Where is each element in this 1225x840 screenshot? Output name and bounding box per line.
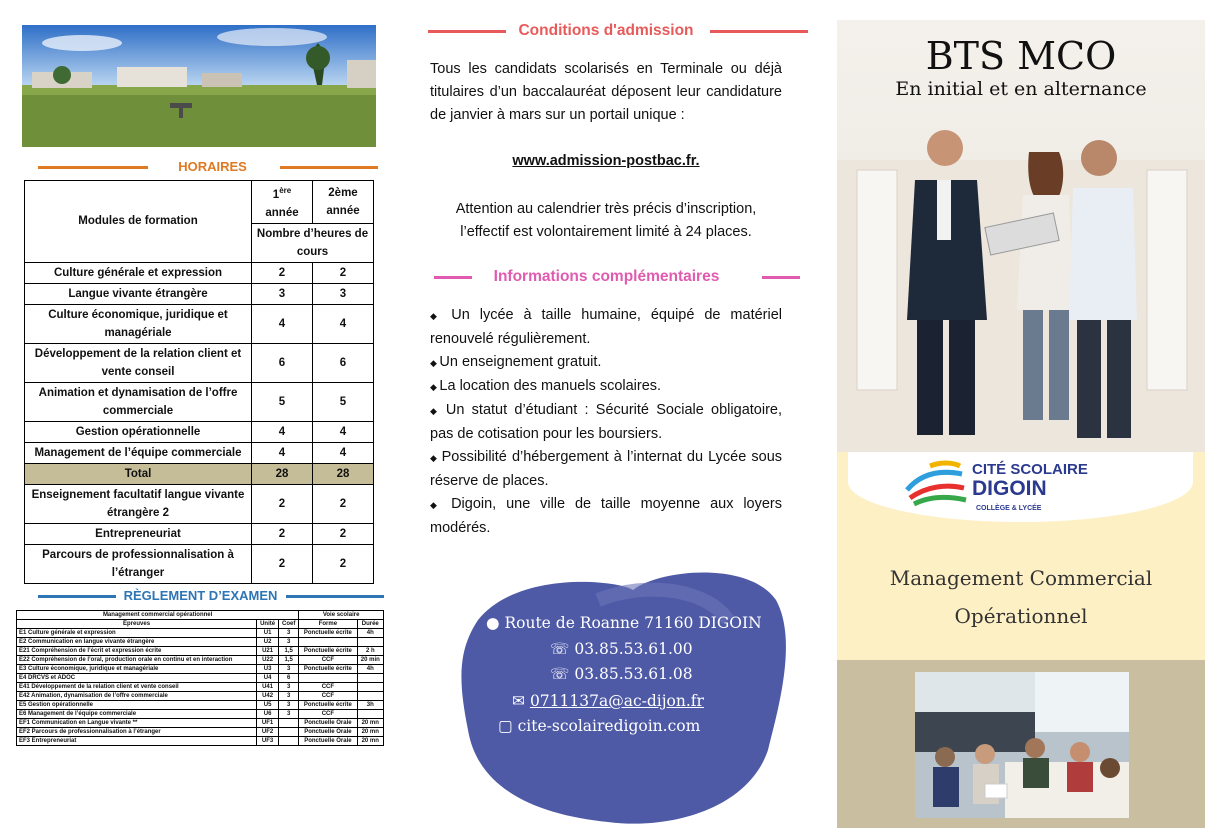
logo-line-1: CITÉ SCOLAIRE	[972, 461, 1088, 478]
hours-cell-year1: 28	[252, 463, 313, 484]
cover-subtitle: En initial et en alternance	[895, 78, 1147, 100]
exam-cell-epreuve: E3 Culture économique, juridique et managériale	[17, 665, 257, 674]
exam-cell-forme: Ponctuelle écrite	[299, 701, 357, 710]
exam-cell-forme: Ponctuelle Orale	[299, 728, 357, 737]
contact-website-row	[498, 717, 700, 735]
exam-title-rule-left	[38, 595, 116, 598]
exam-cell-epreuve: E21 Compréhension de l’écrit et expression écrite	[17, 647, 257, 656]
hours-cell-module: Parcours de professionnalisation à l’étranger	[25, 544, 252, 583]
hours-cell-module: Enseignement facultatif langue vivante étrangère 2	[25, 484, 252, 523]
exam-cell-forme	[299, 638, 357, 647]
exam-cell-coef: 6	[279, 674, 299, 683]
exam-cell-forme: Ponctuelle Orale	[299, 737, 357, 746]
exam-cell-duree	[357, 692, 383, 701]
hours-cell-year1: 2	[252, 262, 313, 283]
exam-row	[17, 629, 384, 638]
contact-address: Route de Roanne 71160 DIGOIN	[504, 614, 762, 632]
exam-row	[17, 674, 384, 683]
hours-cell-module: Culture économique, juridique et managériale	[25, 304, 252, 343]
hours-cell-year2: 6	[313, 343, 374, 382]
exam-header-cell: Forme	[299, 620, 357, 629]
exam-row	[17, 710, 384, 719]
exam-row	[17, 665, 384, 674]
exam-cell-unite: U21	[257, 647, 279, 656]
hours-cell-year2: 5	[313, 382, 374, 421]
diamond-bullet-icon: ◆	[430, 453, 442, 463]
school-logo-icon	[902, 460, 972, 508]
admission-text: Tous les candidats scolarisés en Terminale ou déjà titulaires d’un baccalauréat déposent leur candidature de janvier à mars sur un portail unique :	[430, 61, 782, 123]
exam-header-row	[17, 620, 384, 629]
exam-cell-unite: U1	[257, 629, 279, 638]
exam-cell-unite: U5	[257, 701, 279, 710]
exam-cell-unite: U22	[257, 656, 279, 665]
exam-cell-coef	[279, 737, 299, 746]
hours-row	[25, 484, 374, 523]
exam-row	[17, 719, 384, 728]
admission-title-rule-right	[710, 30, 808, 33]
info-item	[430, 304, 782, 351]
info-item	[430, 493, 782, 540]
exam-cell-forme: CCF	[299, 710, 357, 719]
exam-cell-forme: Ponctuelle écrite	[299, 629, 357, 638]
exam-header-cell: Épreuves	[17, 620, 257, 629]
exam-cell-coef: 3	[279, 629, 299, 638]
contact-address-row	[486, 614, 762, 632]
hours-title-rule-right	[280, 166, 378, 169]
info-list	[430, 304, 782, 540]
hours-cell-year1: 4	[252, 421, 313, 442]
hours-row	[25, 283, 374, 304]
admission-title-rule-left	[428, 30, 506, 33]
exam-cell-coef: 3	[279, 701, 299, 710]
hours-cell-year1: 4	[252, 304, 313, 343]
hours-cell-year2: 4	[313, 304, 374, 343]
exam-cell-coef: 1,5	[279, 647, 299, 656]
exam-cell-unite: UF3	[257, 737, 279, 746]
program-line-2: Opérationnel	[954, 604, 1088, 628]
hours-cell-year1: 2	[252, 484, 313, 523]
hours-cell-year2: 2	[313, 262, 374, 283]
hours-cell-year2: 4	[313, 421, 374, 442]
hours-header-module: Modules de formation	[25, 181, 252, 263]
exam-header-cell: Coef	[279, 620, 299, 629]
hours-row	[25, 463, 374, 484]
exam-cell-duree	[357, 710, 383, 719]
contact-phone1[interactable]: 03.85.53.61.00	[574, 640, 693, 658]
computer-icon: ▢	[498, 717, 513, 735]
exam-title: RÈGLEMENT D’EXAMEN	[123, 588, 278, 603]
exam-cell-coef	[279, 719, 299, 728]
hours-body	[25, 262, 374, 583]
exam-cell-forme: Ponctuelle écrite	[299, 647, 357, 656]
classroom-photo	[915, 672, 1129, 818]
info-title-rule-right	[762, 276, 800, 279]
exam-cell-duree	[357, 638, 383, 647]
exam-row	[17, 647, 384, 656]
info-item-text: Un lycée à taille humaine, équipé de matériel renouvelé régulièrement.	[430, 307, 782, 347]
campus-photo	[22, 25, 376, 147]
diamond-bullet-icon: ◆	[430, 382, 440, 392]
logo-line-3: COLLÈGE & LYCÉE	[976, 505, 1042, 512]
diamond-bullet-icon: ◆	[430, 500, 452, 510]
phone-icon: ☏	[550, 665, 570, 683]
diamond-bullet-icon: ◆	[430, 311, 452, 321]
info-item-text: Un enseignement gratuit.	[439, 354, 602, 370]
exam-title-rule-right	[286, 595, 384, 598]
cover-title: BTS MCO	[925, 34, 1117, 78]
admission-title: Conditions d'admission	[518, 22, 694, 39]
exam-row	[17, 737, 384, 746]
exam-cell-forme	[299, 674, 357, 683]
exam-cell-forme: CCF	[299, 656, 357, 665]
hours-title: HORAIRES	[178, 159, 247, 174]
info-item	[430, 446, 782, 493]
exam-row	[17, 638, 384, 647]
exam-cell-coef	[279, 728, 299, 737]
hours-cell-year1: 2	[252, 523, 313, 544]
hours-cell-year1: 4	[252, 442, 313, 463]
logo-line-2: DIGOIN	[972, 477, 1047, 500]
year1-label: année	[265, 206, 299, 219]
hours-table	[24, 180, 374, 584]
exam-cell-epreuve: E5 Gestion opérationnelle	[17, 701, 257, 710]
info-item-text: Un statut d’étudiant : Sécurité Sociale obligatoire, pas de cotisation pour les boursiers.	[430, 402, 782, 442]
exam-cell-duree	[357, 674, 383, 683]
contact-phone1-row	[550, 640, 693, 658]
exam-cell-epreuve: E42 Animation, dynamisation de l’offre commerciale	[17, 692, 257, 701]
hours-cell-module: Gestion opérationnelle	[25, 421, 252, 442]
exam-cell-duree: 20 mn	[357, 719, 383, 728]
hours-header-year1	[252, 181, 313, 224]
phone-icon: ☏	[550, 640, 570, 658]
exam-cell-epreuve: EF1 Communication en Langue vivante **	[17, 719, 257, 728]
exam-cell-epreuve: E22 Compréhension de l’oral, production orale en continu et en interaction	[17, 656, 257, 665]
info-item-text: La location des manuels scolaires.	[439, 378, 662, 394]
exam-header-cell: Unité	[257, 620, 279, 629]
hours-row	[25, 421, 374, 442]
exam-cell-coef: 1,5	[279, 656, 299, 665]
exam-row	[17, 728, 384, 737]
hours-row	[25, 304, 374, 343]
hours-cell-module: Langue vivante étrangère	[25, 283, 252, 304]
info-item	[430, 351, 782, 375]
attention-line-1: Attention au calendrier très précis d’inscription,	[455, 201, 757, 217]
hours-cell-module: Entrepreneuriat	[25, 523, 252, 544]
hours-row	[25, 442, 374, 463]
hours-cell-year2: 2	[313, 523, 374, 544]
exam-row	[17, 701, 384, 710]
info-title-rule-left	[434, 276, 472, 279]
hours-cell-year2: 3	[313, 283, 374, 304]
hours-row	[25, 343, 374, 382]
exam-cell-duree: 20 mn	[357, 737, 383, 746]
info-item	[430, 399, 782, 446]
info-item-text: Digoin, une ville de taille moyenne aux loyers modérés.	[430, 496, 783, 536]
attention-line-2: l’effectif est volontairement limité à 24 places.	[460, 224, 752, 240]
hours-cell-year1: 3	[252, 283, 313, 304]
exam-cell-epreuve: EF2 Parcours de professionnalisation à l’étranger	[17, 728, 257, 737]
exam-header-cell: Durée	[357, 620, 383, 629]
exam-cell-unite: U4	[257, 674, 279, 683]
exam-cell-unite: U42	[257, 692, 279, 701]
map-pin-icon: ●	[486, 614, 500, 632]
exam-cell-forme: CCF	[299, 692, 357, 701]
hours-cell-module: Animation et dynamisation de l’offre commerciale	[25, 382, 252, 421]
contact-phone2[interactable]: 03.85.53.61.08	[574, 665, 693, 683]
hours-cell-module: Total	[25, 463, 252, 484]
info-item	[430, 375, 782, 399]
exam-cell-epreuve: E2 Communication en langue vivante étrangère	[17, 638, 257, 647]
diamond-bullet-icon: ◆	[430, 406, 446, 416]
exam-row	[17, 683, 384, 692]
hours-cell-year1: 6	[252, 343, 313, 382]
exam-cell-unite: U41	[257, 683, 279, 692]
hours-header-courses: Nombre d’heures de cours	[252, 223, 374, 262]
exam-cell-forme: CCF	[299, 683, 357, 692]
exam-cell-duree: 3h	[357, 701, 383, 710]
hours-title-rule-left	[38, 166, 148, 169]
hours-header-year2: 2ème année	[313, 181, 374, 224]
hours-row	[25, 544, 374, 583]
year1-sup: ère	[279, 186, 292, 195]
exam-cell-duree	[357, 683, 383, 692]
exam-cell-epreuve: E6 Management de l’équipe commerciale	[17, 710, 257, 719]
year1-number: 1	[272, 188, 280, 201]
contact-phone2-row	[550, 665, 693, 683]
exam-cell-coef: 3	[279, 710, 299, 719]
exam-cell-forme: Ponctuelle Orale	[299, 719, 357, 728]
hours-cell-module: Développement de la relation client et vente conseil	[25, 343, 252, 382]
exam-title-right: Voie scolaire	[299, 611, 384, 620]
contact-email[interactable]: 0711137a@ac-dijon.fr	[529, 692, 704, 710]
info-title: Informations complémentaires	[493, 268, 720, 285]
hours-cell-year1: 5	[252, 382, 313, 421]
hours-cell-year2: 2	[313, 544, 374, 583]
exam-row	[17, 692, 384, 701]
exam-cell-epreuve: EF3 Entrepreneuriat	[17, 737, 257, 746]
hours-row	[25, 382, 374, 421]
exam-cell-duree: 4h	[357, 665, 383, 674]
exam-cell-duree: 2 h	[357, 647, 383, 656]
exam-cell-epreuve: E41 Développement de la relation client et vente conseil	[17, 683, 257, 692]
hours-cell-module: Culture générale et expression	[25, 262, 252, 283]
hours-row	[25, 523, 374, 544]
hours-cell-year1: 2	[252, 544, 313, 583]
exam-cell-unite: UF2	[257, 728, 279, 737]
exam-cell-epreuve: E4 DRCVS et ADOC	[17, 674, 257, 683]
exam-body	[17, 629, 384, 746]
contact-website[interactable]: cite-scolairedigoin.com	[517, 717, 701, 735]
exam-table	[16, 610, 384, 746]
email-icon: ✉	[512, 692, 525, 710]
exam-cell-duree: 20 min	[357, 656, 383, 665]
hours-cell-year2: 28	[313, 463, 374, 484]
hours-row	[25, 262, 374, 283]
diamond-bullet-icon: ◆	[430, 358, 440, 368]
exam-row	[17, 656, 384, 665]
exam-cell-epreuve: E1 Culture générale et expression	[17, 629, 257, 638]
hours-cell-year2: 4	[313, 442, 374, 463]
admission-link[interactable]: www.admission-postbac.fr.	[512, 153, 700, 169]
exam-cell-unite: U3	[257, 665, 279, 674]
program-line-1: Management Commercial	[889, 566, 1153, 590]
exam-cell-coef: 3	[279, 665, 299, 674]
exam-cell-unite: UF1	[257, 719, 279, 728]
exam-cell-unite: U2	[257, 638, 279, 647]
hours-cell-year2: 2	[313, 484, 374, 523]
exam-cell-coef: 3	[279, 638, 299, 647]
exam-cell-duree: 4h	[357, 629, 383, 638]
info-item-text: Possibilité d’hébergement à l’internat du Lycée sous réserve de places.	[430, 449, 783, 489]
exam-cell-coef: 3	[279, 692, 299, 701]
exam-cell-forme: Ponctuelle écrite	[299, 665, 357, 674]
exam-cell-coef: 3	[279, 683, 299, 692]
contact-email-row	[512, 692, 704, 710]
exam-title-left: Management commercial opérationnel	[17, 611, 299, 620]
exam-cell-unite: U6	[257, 710, 279, 719]
hours-cell-module: Management de l’équipe commerciale	[25, 442, 252, 463]
exam-cell-duree: 20 mn	[357, 728, 383, 737]
